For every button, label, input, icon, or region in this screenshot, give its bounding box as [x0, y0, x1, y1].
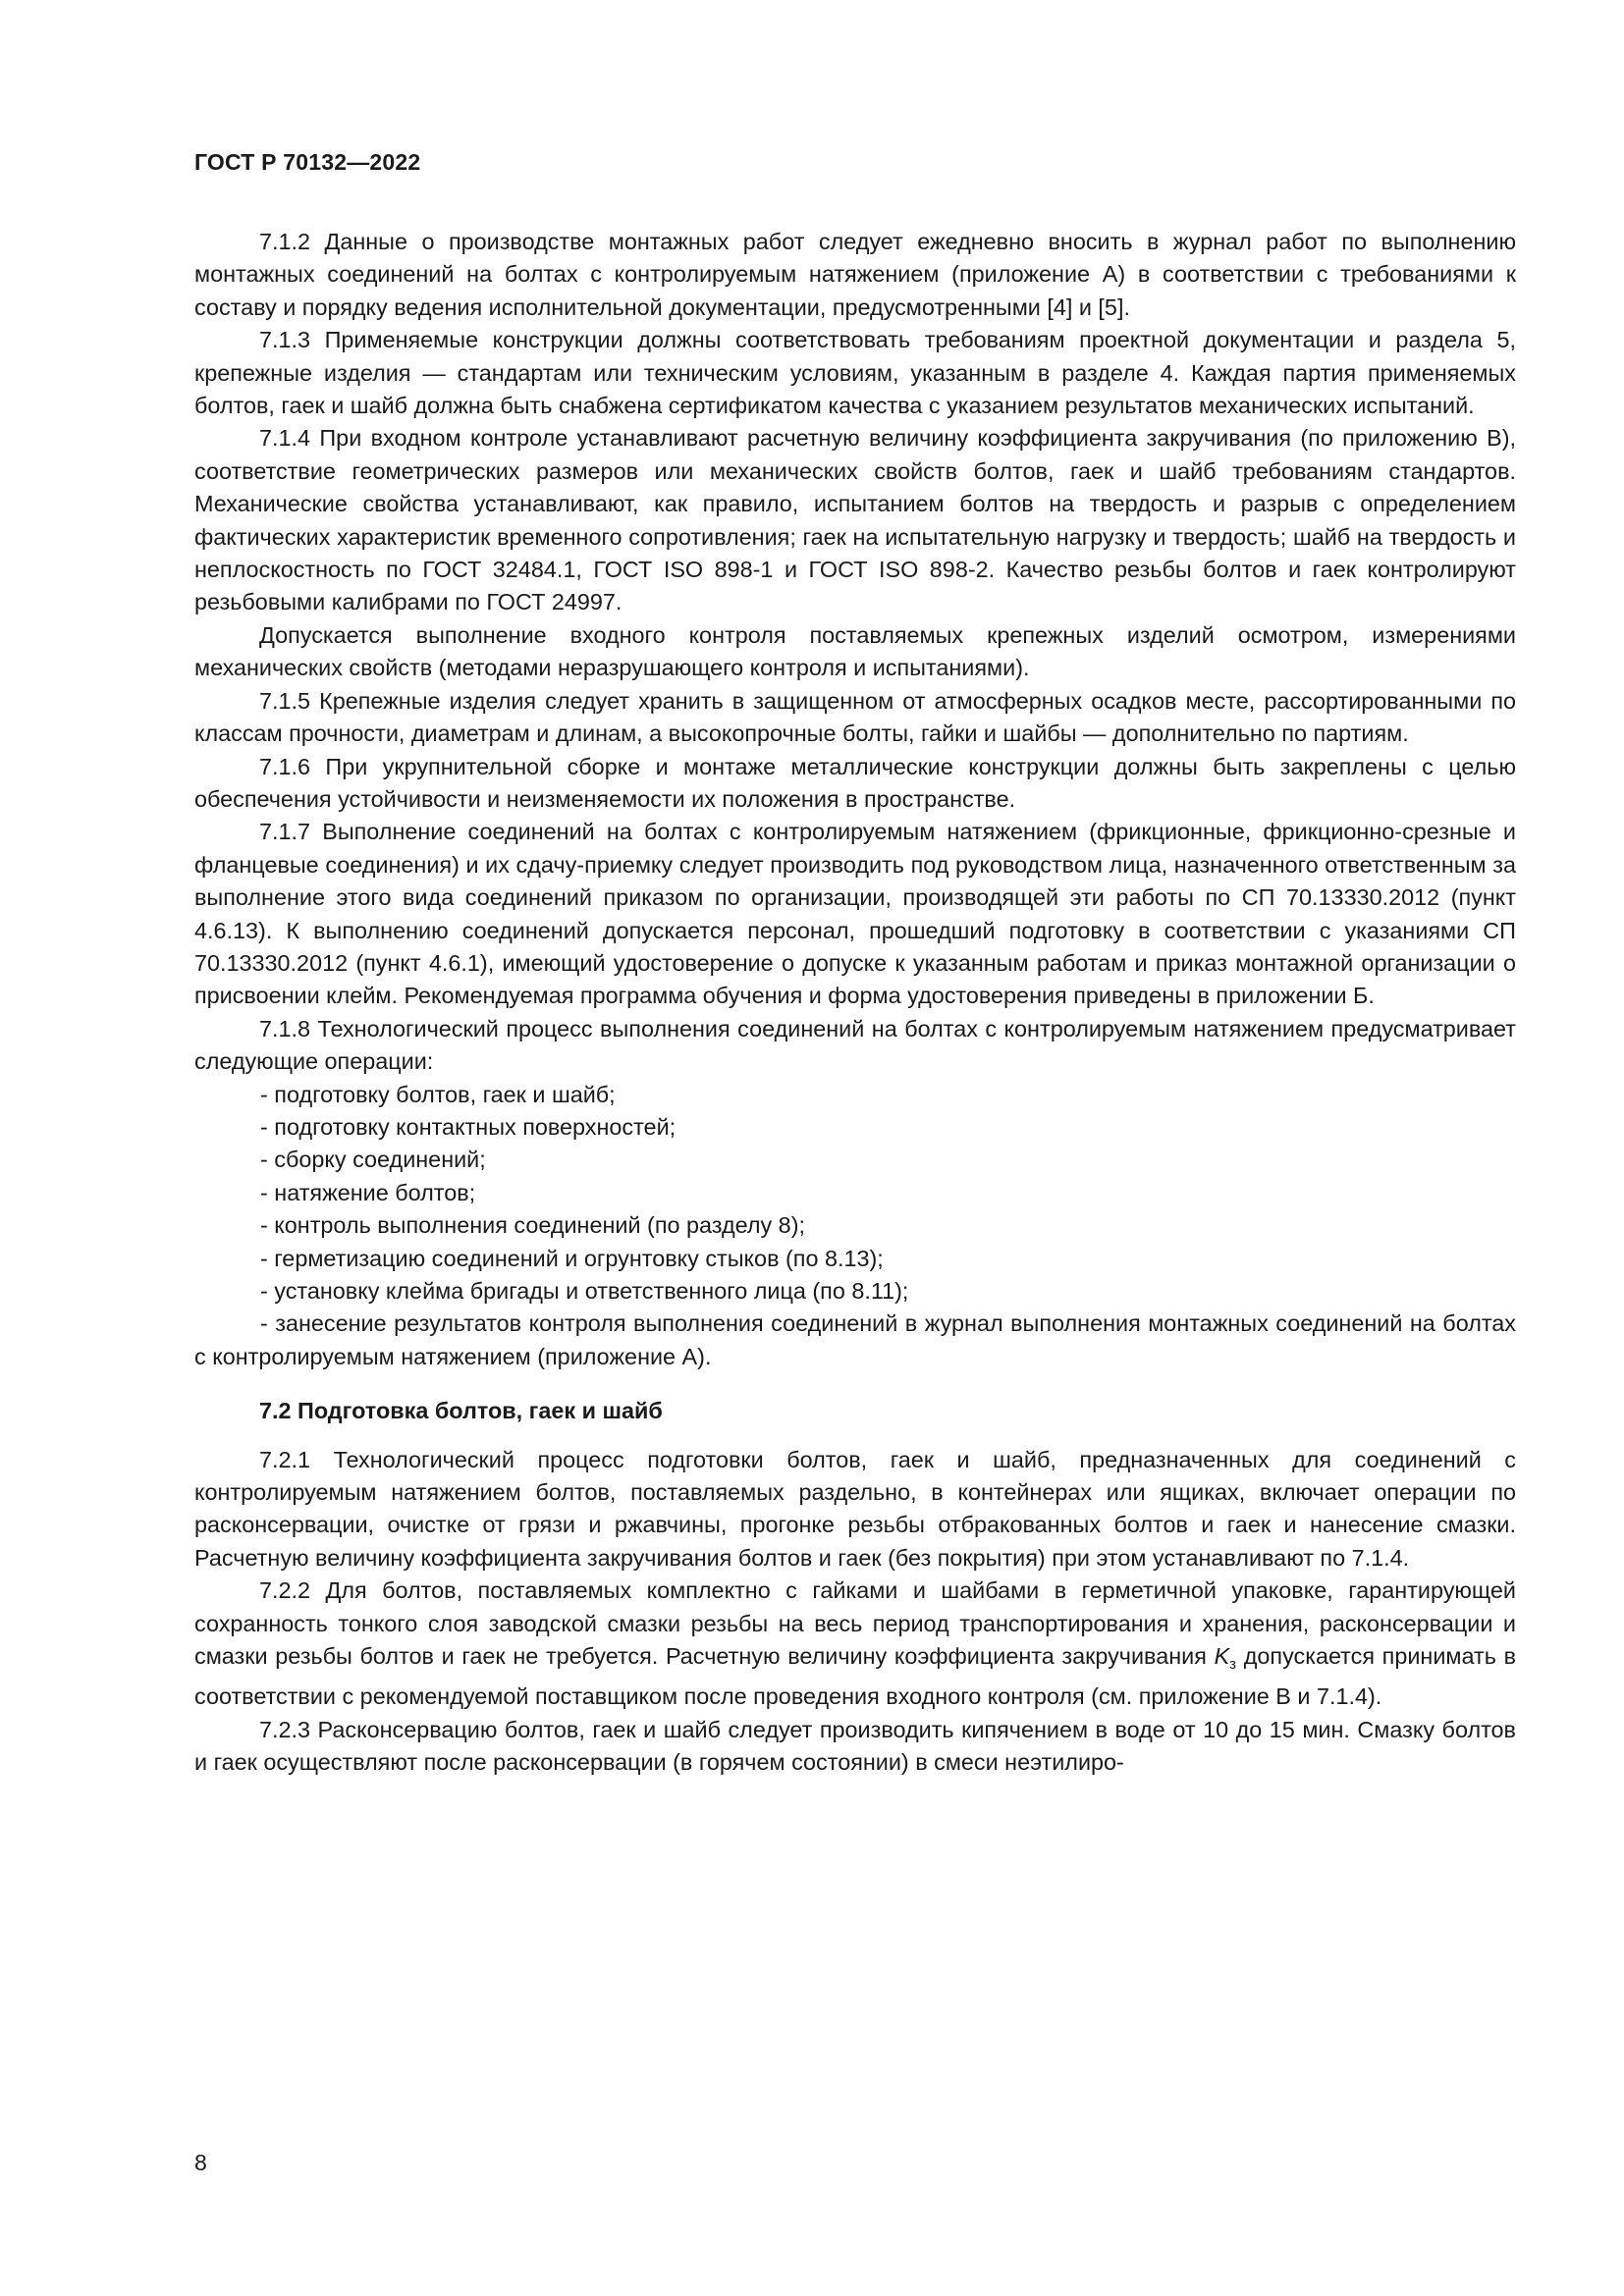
- paragraph-7-1-2: 7.1.2 Данные о производстве монтажных работ следует ежедневно вносить в журнал работ по выполнению монтажных соединений на болтах с контролируемым натяжением (приложение А) в соответствии с требованиями к составу и порядку ведения исполнительной документации, предусмотренными [4] и [5].: [194, 229, 1516, 320]
- operation-list-item: - подготовку болтов, гаек и шайб;: [260, 1081, 616, 1107]
- paragraph-7-1-3: 7.1.3 Применяемые конструкции должны соответствовать требованиям проектной документации и раздела 5, крепежные изделия — стандартам или техническим условиям, указанным в разделе 4. Каждая партия применяемых болтов, гаек и шайб должна быть снабжена сертификатом качества с указанием результатов механических испытаний.: [194, 327, 1516, 419]
- paragraph-7-2-2: [194, 1575, 1516, 1714]
- paragraph-7-1-6: 7.1.6 При укрупнительной сборке и монтаже металлические конструкции должны быть закреплены с целью обеспечения устойчивости и неизменяемости их положения в пространстве.: [194, 753, 1516, 812]
- document-code-header: ГОСТ Р 70132—2022: [194, 149, 421, 175]
- paragraph-7-1-8: 7.1.8 Технологический процесс выполнения соединений на болтах с контролируемым натяжением предусматривает следующие операции:: [194, 1015, 1516, 1075]
- operation-list-item: - занесение результатов контроля выполнения соединений в журнал выполнения монтажных соединений на болтах с контролируемым натяжением (приложение А).: [194, 1310, 1516, 1369]
- operation-list-item: - подготовку контактных поверхностей;: [260, 1113, 677, 1140]
- paragraph-7-2-1: 7.2.1 Технологический процесс подготовки болтов, гаек и шайб, предназначенных для соединений с контролируемым натяжением болтов, поставляемых раздельно, в контейнерах или ящиках, включает операции по расконсервации, очистке от грязи и ржавчины, прогонке резьбы отбракованных болтов и гаек и нанесение смазки. Расчетную величину коэффициента закручивания болтов и гаек (без покрытия) при этом устанавливают по 7.1.4.: [194, 1446, 1516, 1571]
- operation-list-item: - сборку соединений;: [260, 1147, 486, 1173]
- operation-list-item: - установку клейма бригады и ответственного лица (по 8.11);: [260, 1278, 909, 1304]
- operation-list-item: - контроль выполнения соединений (по разделу 8);: [260, 1212, 805, 1239]
- paragraph-7-1-7: 7.1.7 Выполнение соединений на болтах с контролируемым натяжением (фрикционные, фрикционно-срезные и фланцевые соединения) и их сдачу-приемку следует производить под руководством лица, назначенного ответственным за выполнение этого вида соединений приказом по организации, производящей эти работы по СП 70.13330.2012 (пункт 4.6.13). К выполнению соединений допускается персонал, прошедший подготовку в соответствии с указаниями СП 70.13330.2012 (пункт 4.6.1), имеющий удостоверение о допуске к указанным работам и приказ монтажной организации о присвоении клейм. Рекомендуемая программа обучения и форма удостоверения приведены в приложении Б.: [194, 819, 1516, 1009]
- coefficient-subscript: з: [1229, 1656, 1237, 1674]
- paragraph-input-control-note: Допускается выполнение входного контроля поставляемых крепежных изделий осмотром, измерениями механических свойств (методами неразрушающего контроля и испытаниями).: [194, 621, 1516, 681]
- operation-list-item: - натяжение болтов;: [260, 1179, 476, 1205]
- paragraph-7-1-4: 7.1.4 При входном контроле устанавливают расчетную величину коэффициента закручивания (по приложению В), соответствие геометрических размеров или механических свойств болтов, гаек и шайб требованиям стандартов. Механические свойства устанавливают, как правило, испытанием болтов на твердость и разрыв с определением фактических характеристик временного сопротивления; гаек на испытательную нагрузку и твердость; шайб на твердость и неплоскостность по ГОСТ 32484.1, ГОСТ ISO 898-1 и ГОСТ ISO 898-2. Качество резьбы болтов и гаек контролируют резьбовыми калибрами по ГОСТ 24997.: [194, 425, 1516, 615]
- paragraph-7-1-5: 7.1.5 Крепежные изделия следует хранить в защищенном от атмосферных осадков месте, рассортированными по классам прочности, диаметрам и длинам, а высокопрочные болты, гайки и шайбы — дополнительно по партиям.: [194, 687, 1516, 747]
- operation-list-item: - герметизацию соединений и огрунтовку стыков (по 8.13);: [260, 1245, 884, 1271]
- paragraph-7-2-2-text-after: допускается принимать в соответствии с рекомендуемой поставщиком после проведения входного контроля (см. приложение В и 7.1.4).: [194, 1643, 1516, 1710]
- document-body: [194, 226, 1516, 1780]
- coefficient-symbol: K: [1214, 1643, 1230, 1670]
- section-heading-7-2: 7.2 Подготовка болтов, гаек и шайб: [259, 1398, 663, 1424]
- paragraph-7-2-3: 7.2.3 Расконсервацию болтов, гаек и шайб следует производить кипячением в воде от 10 до 15 мин. Смазку болтов и гаек осуществляют после расконсервации (в горячем состоянии) в смеси неэтилиро-: [194, 1716, 1516, 1776]
- page-number: 8: [194, 2150, 207, 2175]
- paragraph-7-2-2-text-before: 7.2.2 Для болтов, поставляемых комплектно с гайками и шайбами в герметичной упаковке, гарантирующей сохранность тонкого слоя заводской смазки резьбы на весь период транспортирования и хранения, расконсервации и смазки резьбы болтов и гаек не требуется. Расчетную величину коэффициента закручивания: [194, 1577, 1516, 1670]
